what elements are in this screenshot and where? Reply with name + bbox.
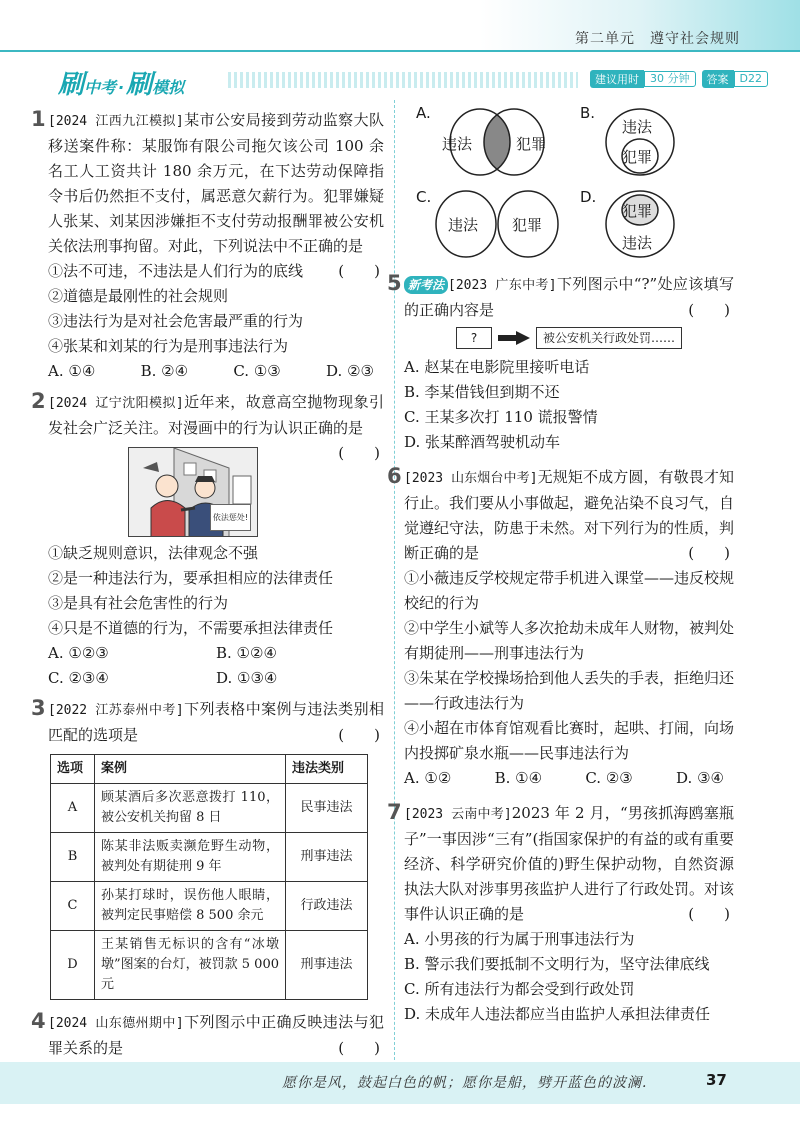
question-number: 5 [387,271,402,295]
answer-paren: ( ) [338,726,380,744]
table-row [51,784,368,833]
table-cell: 民事违法 [286,784,368,833]
diagram-letter-b: B. [580,104,596,122]
answer-paren: ( ) [338,1039,380,1057]
diagram-letter-a: A. [416,104,431,122]
unit-title: 第二单元 遵守社会规则 [575,31,740,47]
question-source: [2023 云南中考] [404,807,512,822]
venn-label: 违法 [448,216,479,234]
venn-label: 犯罪 [622,202,653,220]
option-a: A. 赵某在电影院里接听电话 [404,358,590,376]
question-source: [2022 江苏泰州中考] [48,703,184,718]
question-number: 6 [387,464,402,488]
answer-options [48,641,384,691]
case-table [50,754,368,1000]
table-cell: 刑事违法 [286,833,368,882]
table-cell: 孙某打球时，误伤他人眼睛，被判定民事赔偿 8 500 余元 [95,882,286,931]
brand-char-1: 刷 [58,70,85,100]
table-header: 案例 [95,755,286,784]
diagram-letter-c: C. [416,188,432,206]
question-source: [2024 辽宁沈阳模拟] [48,396,184,411]
answer-options [404,766,734,791]
question-stem: 某市公安局接到劳动监察大队移送案件称：某服饰有限公司拖欠该公司 100 余名工人工资共计 180 余万元，在下达劳动保障指令书后仍然拒不支付，属恶意欠薪行为。犯罪嫌疑人张某、刘某因涉嫌拒不支付劳动报酬罪被公安机关依法刑事拘留。对此，下列说法中不正确的是 [48,111,384,255]
answer-paren: ( ) [688,301,730,319]
venn-label: 犯罪 [516,135,547,153]
flow-result-box: 被公安机关行政处罚…… [536,327,682,349]
footer-motto: 愿你是风，鼓起白色的帆；愿你是船，劈开蓝色的波澜. [282,1075,648,1091]
statement-item: ③朱某在学校操场拾到他人丢失的手表，拒绝归还——行政违法行为 [404,669,735,712]
column-divider [394,100,395,1060]
answer-paren: ( ) [338,262,380,280]
question-stem: 下列图示中“?”处应该填写的正确内容是 [404,275,734,319]
brand-dot: · [118,78,125,97]
statement-item: ②道德是最刚性的社会规则 [48,287,229,305]
answer-paren: ( ) [338,444,380,462]
option-c: C. 所有违法行为都会受到行政处罚 [404,980,635,998]
option-a: A. ①② [404,769,452,787]
statement-item: ④张某和刘某的行为是刑事违法行为 [48,337,289,355]
new-method-tag: 新考法 [404,276,448,294]
option-d: D. 张某醉酒驾驶机动车 [404,433,561,451]
table-header: 违法类别 [286,755,368,784]
table-cell: 王某销售无标识的含有“冰墩墩”图案的台灯，被罚款 5 000 元 [95,931,286,1000]
option-d: D. ①③④ [216,669,278,687]
time-value: 30 分钟 [644,71,696,87]
diagram-letter-d: D. [580,188,597,206]
statement-item: ①小薇违反学校规定带手机进入课堂——违反校规校纪的行为 [404,569,735,612]
venn-label: 违法 [622,118,653,136]
answer-label: 答案 [702,70,734,88]
table-row [51,882,368,931]
option-b: B. 李某借钱但到期不还 [404,383,560,401]
option-a: A. 小男孩的行为属于刑事违法行为 [404,930,635,948]
option-a: A. ①②③ [48,644,109,662]
arrow-right-icon [498,331,530,345]
option-b: B. 警示我们要抵制不文明行为，坚守法律底线 [404,955,710,973]
question-3 [31,696,384,1000]
venn-diagram-options [404,100,734,260]
venn-label: 违法 [622,234,653,252]
header-band [0,0,800,50]
answer-paren: ( ) [688,905,730,923]
venn-label: 犯罪 [622,148,653,166]
table-row [51,931,368,1000]
table-cell: C [51,882,95,931]
question-source: [2024 江西九江模拟] [48,114,184,129]
table-header-row [51,755,368,784]
footer-band [0,1062,800,1104]
option-d: D. 未成年人违法都应当由监护人承担法律责任 [404,1005,711,1023]
answer-paren: ( ) [688,544,730,562]
time-info [590,70,768,88]
question-stem: 下列表格中案例与违法类别相匹配的选项是 [48,700,384,744]
statement-item: ②是一种违法行为，要承担相应的法律责任 [48,569,334,587]
question-1 [31,107,384,384]
answer-options [48,359,384,384]
question-2 [31,389,384,691]
venn-label: 犯罪 [512,216,543,234]
brand-word-1: 中考 [84,78,117,97]
question-source: [2023 山东烟台中考] [404,471,538,486]
question-number: 1 [31,107,46,131]
table-cell: 行政违法 [286,882,368,931]
option-c: C. 王某多次打 110 谎报警情 [404,408,598,426]
question-5 [387,271,734,455]
statement-item: ①法不可违，不违法是人们行为的底线 [48,262,304,280]
table-cell: 刑事违法 [286,931,368,1000]
flow-unknown-box: ? [456,327,492,349]
question-number: 4 [31,1009,46,1033]
brand-char-2: 刷 [126,70,153,100]
table-cell: D [51,931,95,1000]
question-number: 2 [31,389,46,413]
option-c: C. ①③ [233,362,281,380]
question-stem: 2023 年 2 月，“男孩抓海鸥塞瓶子”一事因涉“三有”(指国家保护的有益的或有重要经济、科学研究价值的)野生保护动物，自然资源执法大队对涉事男孩监护人进行了行政处罚。对该事件认识正确的是 [404,804,735,923]
option-d: D. ②③ [326,362,374,380]
statement-item: ①缺乏规则意识，法律观念不强 [48,544,259,562]
cartoon-image [128,447,258,537]
option-a: A. ①④ [48,362,96,380]
option-b: B. ①②④ [216,644,277,662]
question-7 [387,800,735,1027]
option-b: B. ①④ [494,769,543,787]
table-header: 选项 [51,755,95,784]
cartoon-caption: 依法惩处! [210,504,251,531]
question-source: [2024 山东德州期中] [48,1016,184,1031]
statement-item: ④只是不道德的行为，不需要承担法律责任 [48,619,334,637]
left-column [31,100,384,1061]
option-b: B. ②④ [140,362,189,380]
table-row [51,833,368,882]
brand-word-2: 模拟 [152,78,185,97]
time-label: 建议用时 [590,70,644,88]
answer-page: D22 [734,71,768,87]
statement-item: ③是具有社会危害性的行为 [48,594,229,612]
page-number: 37 [706,1071,727,1089]
option-c: C. ②③④ [48,669,109,687]
statement-item: ④小超在市体育馆观看比赛时，起哄、打闹，向场内投掷矿泉水瓶——民事违法行为 [404,719,735,762]
question-number: 7 [387,800,402,824]
statement-item: ③违法行为是对社会危害最严重的行为 [48,312,304,330]
table-cell: 顾某酒后多次恶意拨打 110，被公安机关拘留 8 日 [95,784,286,833]
option-c: C. ②③ [585,769,633,787]
question-number: 3 [31,696,46,720]
table-cell: A [51,784,95,833]
question-4 [31,1009,384,1061]
question-stem: 无规矩不成方圆，有敬畏才知行止。我们要从小事做起，避免沾染不良习气，自觉遵纪守法，防患于未然。对下列行为的性质，判断正确的是 [404,468,735,562]
question-stem: 近年来，故意高空抛物现象引发社会广泛关注。对漫画中的行为认识正确的是 [48,393,384,437]
option-d: D. ③④ [676,769,724,787]
statement-item: ②中学生小斌等人多次抢劫未成年人财物，被判处有期徒刑——刑事违法行为 [404,619,735,662]
venn-label: 违法 [442,135,473,153]
flow-diagram [456,327,734,349]
table-cell: B [51,833,95,882]
question-stem: 下列图示中正确反映违法与犯罪关系的是 [48,1013,384,1057]
table-cell: 陈某非法贩卖濒危野生动物，被判处有期徒刑 9 年 [95,833,286,882]
header-divider [0,50,800,52]
question-6 [387,464,735,791]
question-source: [2023 广东中考] [448,278,557,293]
brand-title [58,64,186,100]
right-column [387,100,735,1027]
brand-stripe [228,72,578,88]
